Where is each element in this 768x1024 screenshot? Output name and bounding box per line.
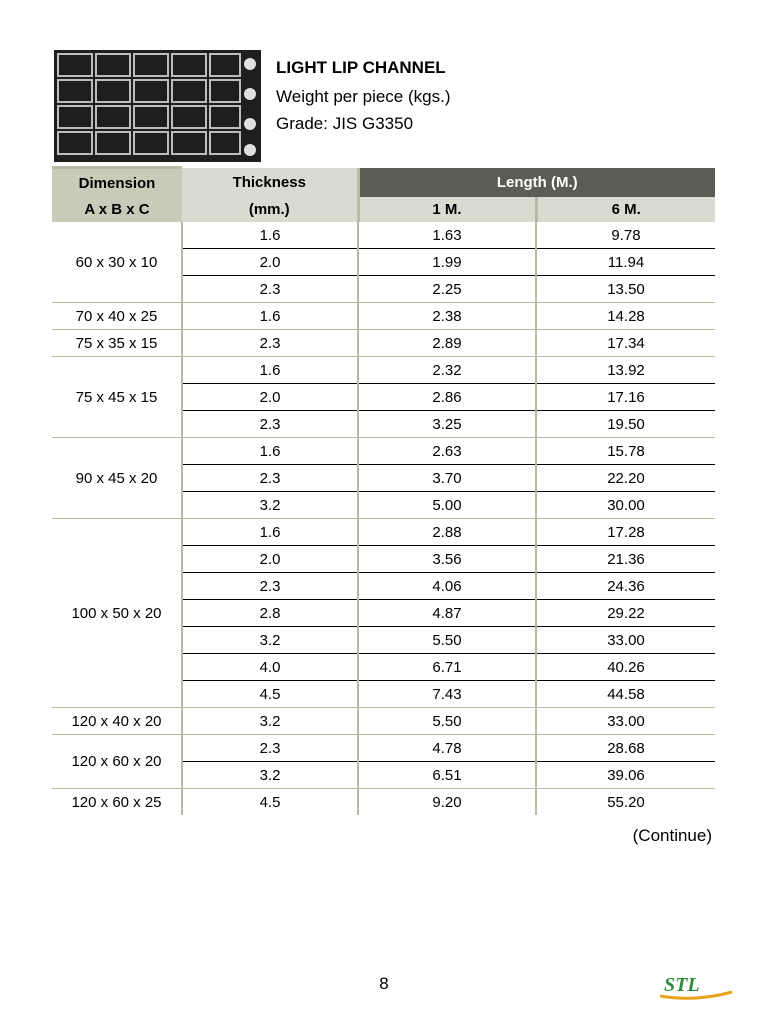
col-header-thickness: Thickness xyxy=(182,168,358,198)
table-row xyxy=(52,438,715,465)
weight-1m-cell: 1.99 xyxy=(358,249,536,276)
table-row xyxy=(52,357,715,384)
weight-6m-cell: 17.16 xyxy=(536,384,715,411)
weight-6m-cell: 11.94 xyxy=(536,249,715,276)
col-header-dimension: Dimension xyxy=(52,168,182,198)
thickness-cell: 2.3 xyxy=(182,735,358,762)
dimension-cell: 120 x 40 x 20 xyxy=(52,708,182,735)
thickness-cell: 2.3 xyxy=(182,411,358,438)
svg-text:STL: STL xyxy=(664,974,700,996)
thickness-cell: 2.0 xyxy=(182,546,358,573)
weight-6m-cell: 39.06 xyxy=(536,762,715,789)
table-row xyxy=(52,222,715,249)
dimension-cell: 120 x 60 x 25 xyxy=(52,789,182,816)
continue-note: (Continue) xyxy=(632,826,712,845)
weight-1m-cell: 7.43 xyxy=(358,681,536,708)
weight-6m-cell: 33.00 xyxy=(536,708,715,735)
weight-6m-cell: 9.78 xyxy=(536,222,715,249)
table-row xyxy=(52,303,715,330)
thickness-cell: 4.5 xyxy=(182,681,358,708)
weight-1m-cell: 5.00 xyxy=(358,492,536,519)
thickness-cell: 3.2 xyxy=(182,627,358,654)
thickness-cell: 2.3 xyxy=(182,573,358,600)
table-row xyxy=(52,708,715,735)
col-header-1m: 1 M. xyxy=(358,197,536,222)
dimension-cell: 75 x 35 x 15 xyxy=(52,330,182,357)
dimension-cell: 75 x 45 x 15 xyxy=(52,357,182,438)
thickness-cell: 3.2 xyxy=(182,762,358,789)
weight-1m-cell: 2.86 xyxy=(358,384,536,411)
weight-6m-cell: 29.22 xyxy=(536,600,715,627)
thickness-cell: 4.0 xyxy=(182,654,358,681)
dimension-cell: 90 x 45 x 20 xyxy=(52,438,182,519)
weight-6m-cell: 13.50 xyxy=(536,276,715,303)
col-header-6m: 6 M. xyxy=(536,197,715,222)
weight-1m-cell: 2.38 xyxy=(358,303,536,330)
thickness-cell: 1.6 xyxy=(182,357,358,384)
spec-table xyxy=(52,166,715,815)
weight-6m-cell: 40.26 xyxy=(536,654,715,681)
thickness-cell: 3.2 xyxy=(182,708,358,735)
spec-table-body xyxy=(52,222,715,815)
weight-1m-cell: 3.70 xyxy=(358,465,536,492)
thickness-cell: 2.3 xyxy=(182,465,358,492)
weight-1m-cell: 5.50 xyxy=(358,708,536,735)
table-row xyxy=(52,735,715,762)
thickness-cell: 2.0 xyxy=(182,249,358,276)
page-number: 8 xyxy=(379,974,389,993)
weight-6m-cell: 19.50 xyxy=(536,411,715,438)
weight-1m-cell: 5.50 xyxy=(358,627,536,654)
thickness-cell: 2.3 xyxy=(182,276,358,303)
weight-6m-cell: 30.00 xyxy=(536,492,715,519)
weight-1m-cell: 4.06 xyxy=(358,573,536,600)
table-row xyxy=(52,789,715,816)
weight-1m-cell: 6.71 xyxy=(358,654,536,681)
weight-6m-cell: 17.28 xyxy=(536,519,715,546)
thickness-cell: 3.2 xyxy=(182,492,358,519)
weight-1m-cell: 2.89 xyxy=(358,330,536,357)
col-header-length: Length (M.) xyxy=(358,168,715,198)
weight-1m-cell: 3.56 xyxy=(358,546,536,573)
product-title: LIGHT LIP CHANNEL xyxy=(276,58,446,77)
weight-6m-cell: 14.28 xyxy=(536,303,715,330)
thickness-cell: 1.6 xyxy=(182,303,358,330)
dimension-cell: 120 x 60 x 20 xyxy=(52,735,182,789)
dimension-cell: 70 x 40 x 25 xyxy=(52,303,182,330)
weight-1m-cell: 2.88 xyxy=(358,519,536,546)
weight-6m-cell: 13.92 xyxy=(536,357,715,384)
table-row xyxy=(52,519,715,546)
col-header-dimension-sub: A x B x C xyxy=(52,197,182,222)
weight-6m-cell: 28.68 xyxy=(536,735,715,762)
thickness-cell: 1.6 xyxy=(182,222,358,249)
weight-1m-cell: 4.87 xyxy=(358,600,536,627)
weight-1m-cell: 2.25 xyxy=(358,276,536,303)
weight-1m-cell: 3.25 xyxy=(358,411,536,438)
weight-1m-cell: 4.78 xyxy=(358,735,536,762)
weight-1m-cell: 1.63 xyxy=(358,222,536,249)
weight-6m-cell: 55.20 xyxy=(607,793,645,811)
thickness-cell: 2.8 xyxy=(182,600,358,627)
weight-1m-cell: 2.32 xyxy=(358,357,536,384)
weight-6m-cell: 17.34 xyxy=(536,330,715,357)
weight-subtitle: Weight per piece (kgs.) xyxy=(276,87,451,106)
weight-1m-cell: 2.63 xyxy=(358,438,536,465)
weight-6m-cell: 33.00 xyxy=(536,627,715,654)
thickness-cell: 1.6 xyxy=(182,519,358,546)
weight-6m-cell: 44.58 xyxy=(536,681,715,708)
stl-logo xyxy=(658,972,734,1000)
steel-channel-photo xyxy=(54,50,261,162)
thickness-cell: 4.5 xyxy=(182,789,358,816)
weight-1m-cell: 6.51 xyxy=(358,762,536,789)
weight-6m-cell: 21.36 xyxy=(536,546,715,573)
weight-6m-cell: 24.36 xyxy=(536,573,715,600)
thickness-cell: 1.6 xyxy=(182,438,358,465)
col-header-thickness-sub: (mm.) xyxy=(182,197,358,222)
thickness-cell: 2.3 xyxy=(182,330,358,357)
weight-1m-cell: 9.20 xyxy=(358,789,536,816)
thickness-cell: 2.0 xyxy=(182,384,358,411)
grade-label: Grade: JIS G3350 xyxy=(276,114,414,133)
weight-6m-cell: 22.20 xyxy=(536,465,715,492)
dimension-cell: 100 x 50 x 20 xyxy=(52,519,182,708)
dimension-cell: 60 x 30 x 10 xyxy=(52,222,182,303)
weight-6m-cell: 15.78 xyxy=(536,438,715,465)
table-row xyxy=(52,330,715,357)
